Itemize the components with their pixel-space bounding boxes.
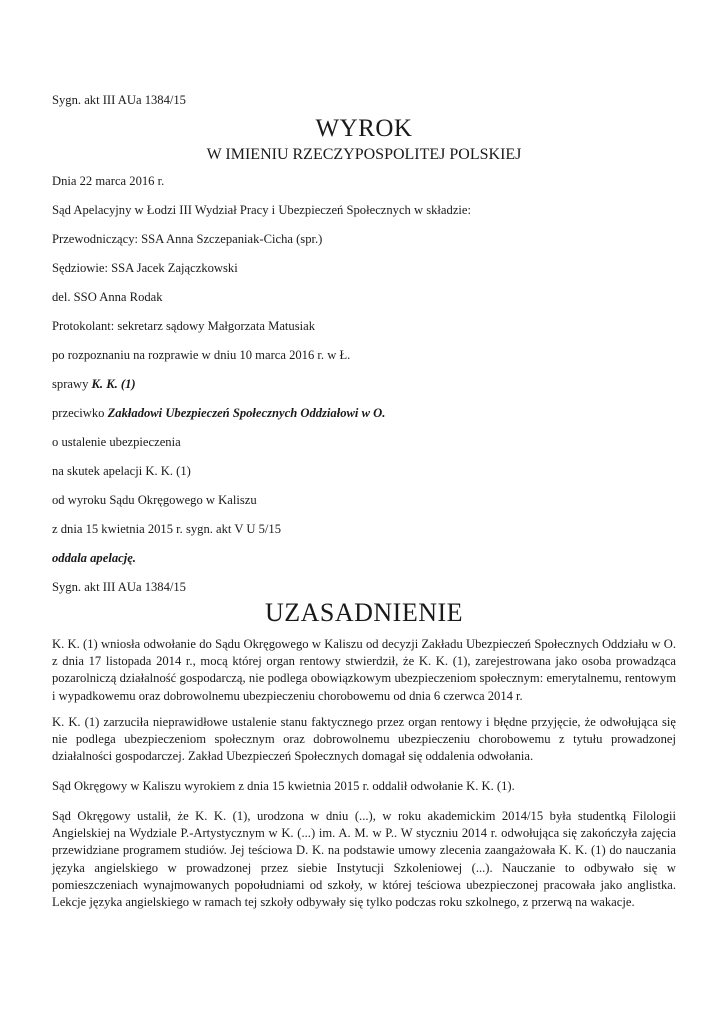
judgment-date: Dnia 22 marca 2016 r. (52, 174, 165, 188)
ruling: oddala apelację. (52, 551, 136, 565)
against-prefix: przeciwko (52, 406, 108, 420)
reasoning-paragraph-1: K. K. (1) wniosła odwołanie do Sądu Okręgowego w Kaliszu od decyzji Zakładu Ubezpieczeń Społecznych Oddziału w O. z dnia 17 listopada 2014 r., mocą której organ rentowy stwierdził, że K. K. (1), zarejestrowana jako osoba prowadząca pozarolniczą działalność gospodarczą, nie podlega obowiązkowym ubezpieczeniom społecznym: emerytalnemu, rentowym i wypadkowemu oraz dobrowolnemu ubezpieczeniu chorobowemu od dnia 6 czerwca 2014 r. (52, 637, 676, 703)
appeal-info: na skutek apelacji K. K. (1) (52, 464, 191, 478)
case-party-line (52, 376, 136, 393)
court-clerk: Protokolant: sekretarz sądowy Małgorzata Matusiak (52, 319, 315, 333)
delegated-judge: del. SSO Anna Rodak (52, 290, 163, 304)
judgment-title: WYROK (315, 115, 413, 142)
case-signature-reasoning: Sygn. akt III AUa 1384/15 (52, 580, 186, 594)
presiding-judge: Przewodniczący: SSA Anna Szczepaniak-Cicha (spr.) (52, 232, 323, 246)
judgment-subtitle: W IMIENIU RZECZYPOSPOLITEJ POLSKIEJ (206, 146, 522, 163)
case-prefix: sprawy (52, 377, 92, 391)
appealed-judgment-date: z dnia 15 kwietnia 2015 r. sygn. akt V U 5/15 (52, 522, 281, 536)
reasoning-paragraph-3: Sąd Okręgowy w Kaliszu wyrokiem z dnia 15 kwietnia 2015 r. oddalił odwołanie K. K. (1). (52, 779, 515, 793)
case-party: K. K. (1) (91, 377, 136, 391)
reasoning-paragraph-2: K. K. (1) zarzuciła nieprawidłowe ustalenie stanu faktycznego przez organ rentowy i błędne przyjęcie, że odwołująca się nie podlega ubezpieczeniom społecznym oraz dobrowolnemu ubezpieczeniu chorobowemu z tytułu prowadzonej działalności gospodarczej. Zakład Ubezpieczeń Społecznych domagał się oddalenia odwołania. (52, 715, 676, 764)
reasoning-paragraph-4: Sąd Okręgowy ustalił, że K. K. (1), urodzona w dniu (...), w roku akademickim 2014/15 była studentką Filologii Angielskiej na Wydziale P.-Artystycznym w K. (...) im. A. M. w P.. W styczniu 2014 r. odwołująca się zakończyła zajęcia przewidziane programem studiów. Jej teściowa D. K. na podstawie umowy zlecenia zaangażowała K. K. (1) do nauczania języka angielskiego w prowadzonej przez siebie Instytucji Szkoleniowej (...). Nauczanie to odbywało się w pomieszczeniach wynajmowanych popołudniami od szkoły, w której teściowa ubezpieczonej pracowała jako anglistka. Lekcje języka angielskiego w ramach tej szkoły odbywały się tylko podczas roku szkolnego, z przerwą na wakacje. (52, 809, 676, 910)
court-composition: Sąd Apelacyjny w Łodzi III Wydział Pracy i Ubezpieczeń Społecznych w składzie: (52, 203, 471, 217)
judges: Sędziowie: SSA Jacek Zajączkowski (52, 261, 238, 275)
against-party: Zakładowi Ubezpieczeń Społecznych Oddziałowi w O. (107, 406, 386, 420)
appealed-judgment: od wyroku Sądu Okręgowego w Kaliszu (52, 493, 257, 507)
against-party-line (52, 405, 385, 422)
case-signature-top: Sygn. akt III AUa 1384/15 (52, 93, 186, 107)
reasoning-title: UZASADNIENIE (264, 598, 464, 627)
hearing-info: po rozpoznaniu na rozprawie w dniu 10 marca 2016 r. w Ł. (52, 348, 351, 362)
case-subject: o ustalenie ubezpieczenia (52, 435, 181, 449)
